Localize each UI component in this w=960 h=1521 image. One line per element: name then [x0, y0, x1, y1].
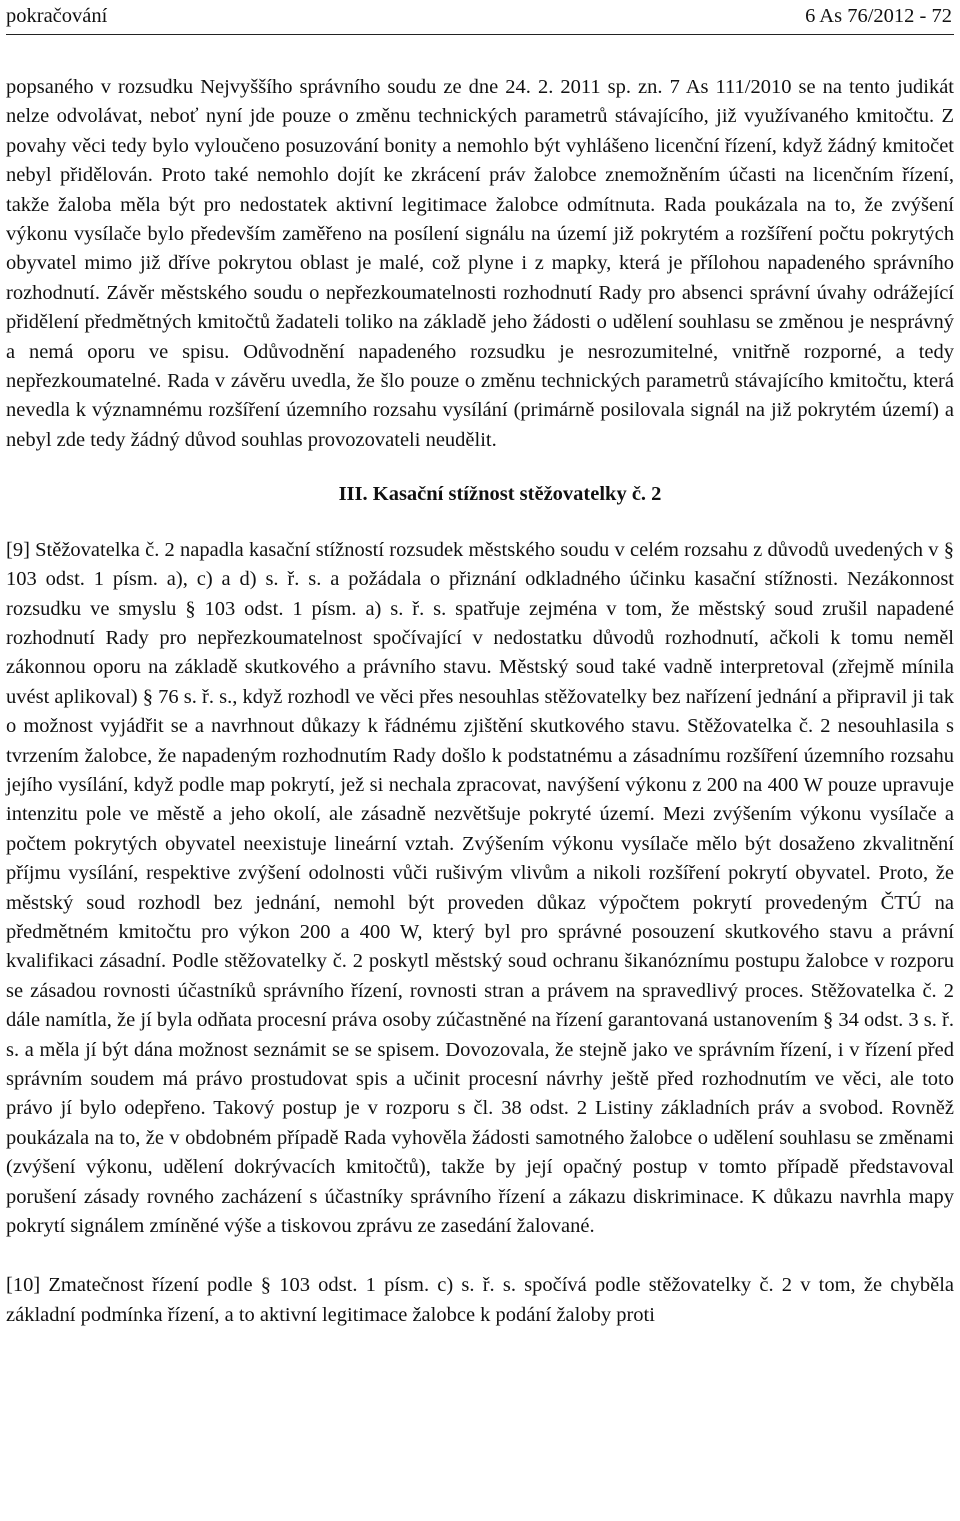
paragraph-9: [9] Stěžovatelka č. 2 napadla kasační stížností rozsudek městského soudu v celém rozsahu z důvodů uvedených v § 103 odst. 1 písm. a), c) a d) s. ř. s. a požádala o přiznání odkladného účinku kasační stížnosti. Nezákonnost rozsudku ve smyslu § 103 odst. 1 písm. a) s. ř. s. spatřuje zejména v tom, že městský soud zrušil napadené rozhodnutí Rady pro nepřezkoumatelnost spočívající v nedostatku důvodů rozhodnutí, ačkoli k tomu neměl zákonnou oporu na základě skutkového a právního stavu. Městský soud také vadně interpretoval (zřejmě mínila uvést aplikoval) § 76 s. ř. s., když rozhodl ve věci přes nesouhlas stěžovatelky bez nařízení jednání a připravil ji tak o možnost vyjádřit se a navrhnout důkazy k řádnému zjištění skutkového stavu. Stěžovatelka č. 2 nesouhlasila s tvrzením žalobce, že napadeným rozhodnutím Rady došlo k podstatnému a zásadnímu rozšíření územního rozsahu jejího vysílání, když podle map pokrytí, jež si nechala zpracovat, navýšení výkonu z 200 na 400 W pouze upravuje intenzitu pole ve městě a jeho okolí, ale zásadně nezvětšuje pokryté území. Mezi zvýšením výkonu vysílače a počtem pokrytých obyvatel neexistuje lineární vztah. Zvýšením výkonu vysílače mělo být dosaženo zkvalitnění příjmu vysílání, respektive zvýšení odolnosti vůči rušivým vlivům a nikoli rozšíření pokrytí obyvatel. Proto, že městský soud rozhodl bez jednání, nemohl být proveden důkaz výpočtem pokrytí provedeným ČTÚ na předmětném kmitočtu pro výkon 200 a 400 W, který byl pro správné posouzení skutkového stavu a právní kvalifikaci zásadní. Podle stěžovatelky č. 2 poskytl městský soud ochranu šikanóznímu postupu žalobce v rozporu se zásadou rovnosti účastníků správního řízení, rovnosti stran a právem na spravedlivý proces. Stěžovatelka č. 2 dále namítla, že jí byla odňata procesní práva osoby zúčastněné na řízení garantovaná ustanovením § 34 odst. 3 s. ř. s. a měla jí být dána možnost seznámit se se spisem. Dovozovala, že stejně jako ve správním řízení, i v řízení před správním soudem má právo prostudovat spis a učinit procesní návrhy ještě před rozhodnutím ve věci, ale toto právo jí bylo odepřeno. Takový postup je v rozporu s čl. 38 odst. 2 Listiny základních práv a svobod. Rovněž poukázala na to, že v obdobném případě Rada vyhověla žádosti samotného žalobce o udělení souhlasu se změnami (zvýšení výkonu, udělení dokrývacích kmitočtů), takže by její opačný postup v tomto případě představoval porušení zásady rovného zacházení s účastníky správního řízení a zákazu diskriminace. K důkazu navrhla mapy pokrytí signálem zmíněné výše a tiskovou zprávu ze zasedání žalované.: [6, 538, 954, 1238]
section-heading: III. Kasační stížnost stěžovatelky č. 2: [338, 483, 662, 506]
header-case-number: 6 As 76/2012 - 72: [805, 5, 952, 27]
document-body: [6, 73, 954, 1330]
paragraph-continued: popsaného v rozsudku Nejvyššího správního soudu ze dne 24. 2. 2011 sp. zn. 7 As 111/2010 se na tento judikát nelze odvolávat, neboť nyní jde pouze o změnu technických parametrů stávajícího, již využívaného kmitočtu. Z povahy věci tedy bylo vyloučeno posuzování bonity a nemohlo být vyhlášeno licenční řízení, když žádný kmitočet nebyl přidělován. Proto také nemohlo dojít ke zkrácení práv žalobce znemožněním účasti na licenčním řízení, takže žaloba měla být pro nedostatek aktivní legitimace žalobce odmítnuta. Rada poukázala na to, že zvýšení výkonu vysílače bylo především zaměřeno na posílení signálu na území již pokrytém a rozšíření počtu pokrytých obyvatel mimo již dříve pokrytou oblast je malé, což plyne i z mapky, která je přílohou napadeného správního rozhodnutí. Závěr městského soudu o nepřezkoumatelnosti rozhodnutí Rady pro absenci správní úvahy odrážející přidělení předmětných kmitočtů žadateli toliko na základě jeho žádosti o udělení souhlasu se změnou je nesprávný a nemá oporu ve spisu. Odůvodnění napadeného rozsudku je nesrozumitelné, vnitřně rozporné, a tedy nepřezkoumatelné. Rada v závěru uvedla, že šlo pouze o změnu technických parametrů stávajícího kmitočtu, která nevedla k významnému rozšíření územního rozsahu vysílání (primárně posilovala signál na již pokrytém území) a nebyl zde tedy žádný důvod souhlas provozovateli neudělit.: [6, 76, 954, 451]
header-continuation-label: pokračování: [6, 5, 108, 27]
paragraph-10: [10] Zmatečnost řízení podle § 103 odst. 1 písm. c) s. ř. s. spočívá podle stěžovatelky č. 2 v tom, že chyběla základní podmínka řízení, a to aktivní legitimace žalobce k podání žaloby proti: [6, 1274, 954, 1326]
document-page: [6, 0, 954, 1330]
page-header: [6, 0, 954, 35]
